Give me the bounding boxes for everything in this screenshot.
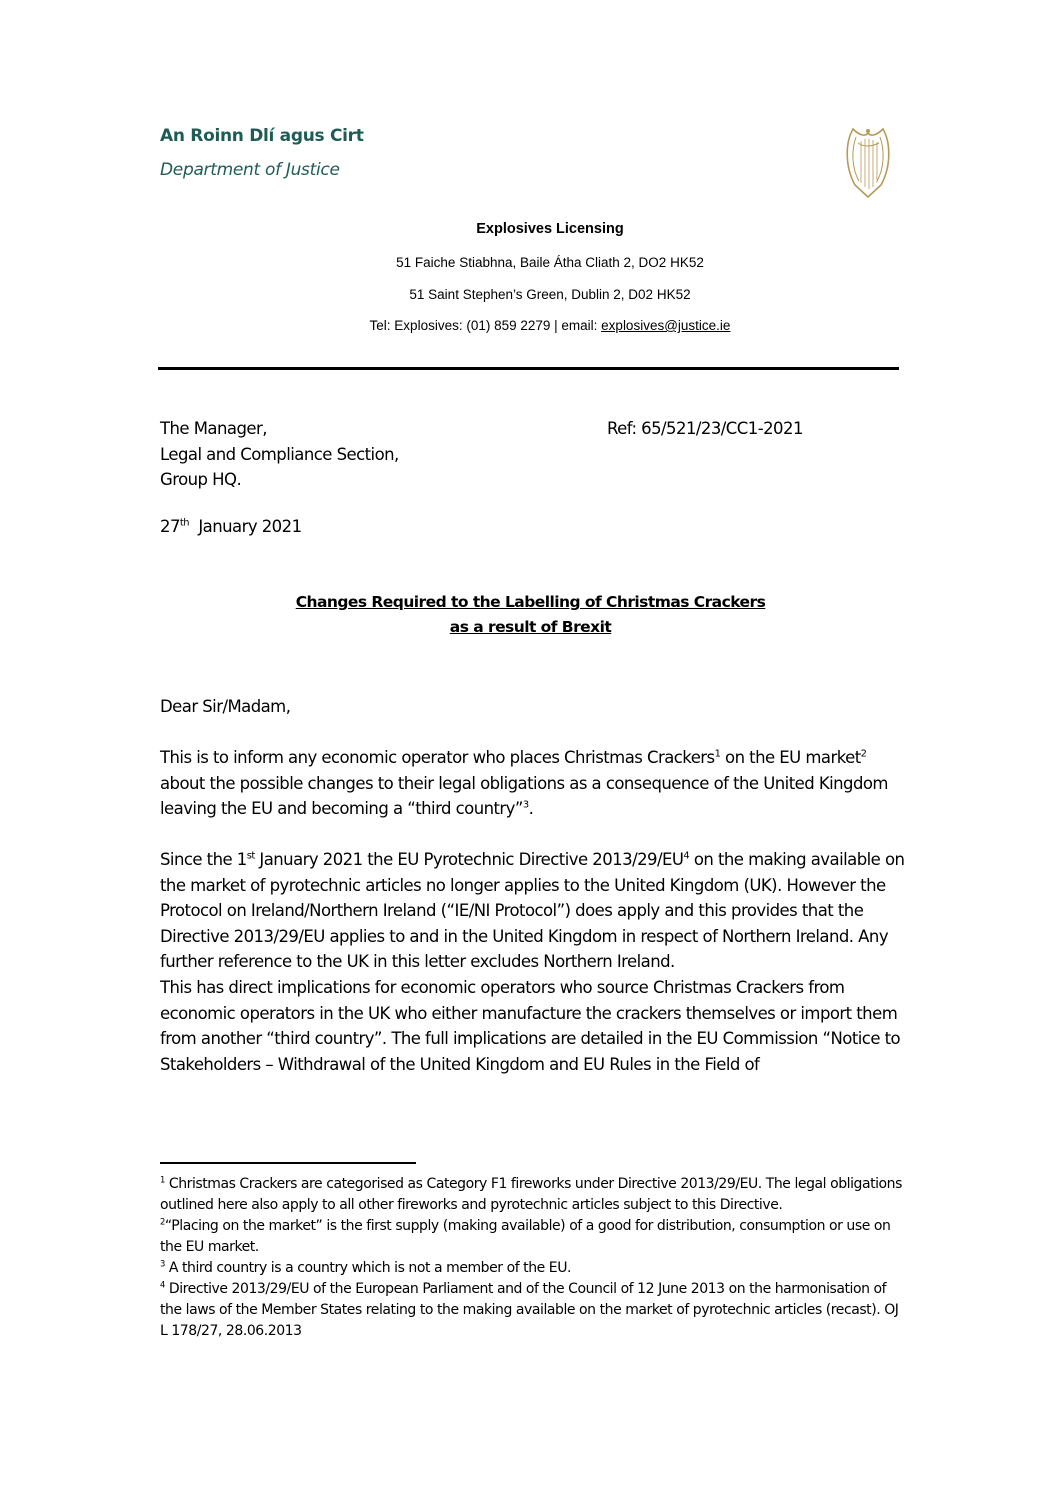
salutation: Dear Sir/Madam, (160, 697, 291, 716)
recipient-address (160, 416, 399, 493)
footnotes (160, 1174, 905, 1342)
email-link[interactable]: explosives@justice.ie (601, 318, 731, 333)
header-divider (158, 367, 899, 370)
department-name-irish: An Roinn Dlí agus Cirt (160, 126, 364, 146)
letter-date: 27th January 2021 (160, 517, 302, 536)
harp-crest-icon (841, 125, 895, 201)
recipient-line: Legal and Compliance Section, (160, 444, 399, 464)
contact-line (240, 318, 860, 333)
footnote: $^3$ A third country is a country which is not a member of the EU. (160, 1258, 571, 1276)
recipient-line: Group HQ. (160, 470, 242, 489)
subject-line: Changes Required to the Labelling of Christmas Crackers (295, 593, 766, 611)
contact-phone: Tel: Explosives: (01) 859 2279 | email: (369, 318, 602, 333)
footnote: $^1$ Christmas Crackers are categorised as Category F1 fireworks under Directive 2013/29/EU. The legal obligations outlined here also apply to all other fireworks and pyrotechnic articles subject to this Directive. (160, 1174, 902, 1213)
footnote-ref: 3 (522, 799, 529, 811)
office-name: Explosives Licensing (476, 221, 624, 237)
recipient-line: The Manager, (160, 419, 267, 438)
footnote-ref: 1 (714, 748, 721, 760)
address-english: 51 Saint Stephen’s Green, Dublin 2, D02 HK52 (409, 287, 691, 302)
department-name-english: Department of Justice (160, 160, 340, 180)
paragraph-intro: This is to inform any economic operator who places Christmas Crackers$^1$ on the EU market$^2$ about the possible changes to their legal obligations as a consequence of the United Kingdom leaving the EU and becoming a “third country”$^3$. (160, 748, 888, 818)
subject-heading (160, 590, 901, 640)
footnote: $^4$ Directive 2013/29/EU of the European Parliament and of the Council of 12 June 2013 on the harmonisation of the laws of the Member States relating to the making available on the market of pyrotechnic articles (recast). OJ L 178/27, 28.06.2013 (160, 1279, 899, 1339)
reference-number: Ref: 65/521/23/CC1-2021 (607, 419, 803, 438)
footnote: $^2$“Placing on the market” is the first supply (making available) of a good for distribution, consumption or use on the EU market. (160, 1216, 891, 1255)
paragraph-directive: Since the 1st January 2021 the EU Pyrotechnic Directive $2013/29/EU^4$ on the making available on the market of pyrotechnic articles no longer applies to the United Kingdom (UK). However the Protocol on Ireland/Northern Ireland (“IE/NI Protocol”) does apply and this provides that the Directive 2013/29/EU applies to and in the United Kingdom in respect of Northern Ireland. Any further reference to the UK in this letter excludes Northern Ireland. (160, 850, 905, 971)
paragraph-implications: This has direct implications for economic operators who source Christmas Crackers from economic operators in the UK who either manufacture the crackers themselves or import them from another “third country”. The full implications are detailed in the EU Commission “Notice to Stakeholders – Withdrawal of the United Kingdom and EU Rules in the Field of (160, 978, 901, 1074)
footnote-ref: 2 (860, 748, 867, 760)
footnote-divider (160, 1162, 416, 1164)
address-irish: 51 Faiche Stiabhna, Baile Átha Cliath 2, DO2 HK52 (396, 255, 704, 270)
subject-line: as a result of Brexit (449, 618, 612, 636)
footnote-ref: 4 (683, 850, 690, 862)
